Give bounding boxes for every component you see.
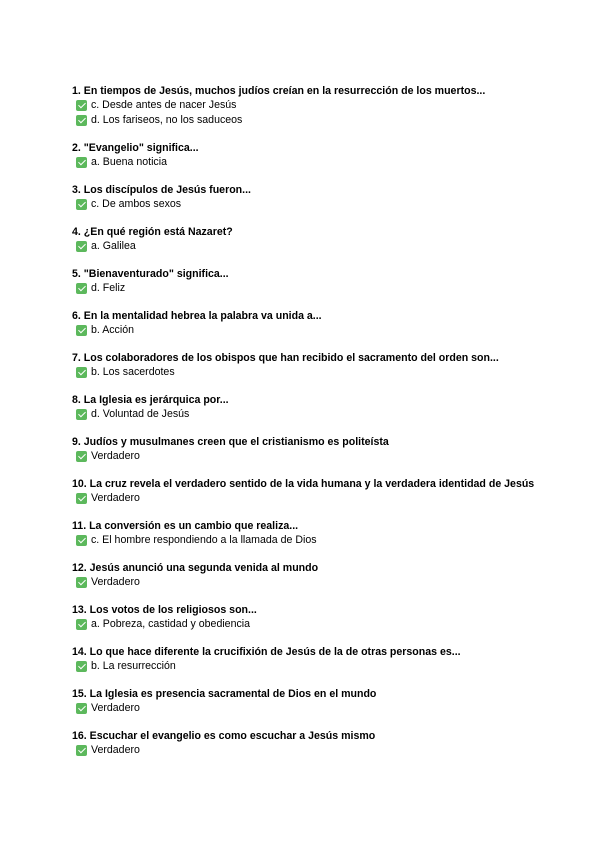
question-item — [72, 141, 540, 170]
question-item — [72, 519, 540, 548]
check-mark-icon — [76, 619, 87, 630]
answer-text: Verdadero — [91, 450, 140, 462]
answer-text: c. De ambos sexos — [91, 198, 182, 210]
check-mark-icon — [76, 100, 87, 111]
question-title: 10. La cruz revela el verdadero sentido de la vida humana y la verdadera identidad de Jesús — [72, 478, 535, 490]
answer-text: b. Los sacerdotes — [91, 366, 175, 378]
answer-text: c. El hombre respondiendo a la llamada de Dios — [91, 534, 317, 546]
check-mark-icon — [76, 577, 87, 588]
check-mark-icon — [76, 409, 87, 420]
question-item — [72, 351, 540, 380]
answer-row — [72, 155, 540, 170]
answer-row — [72, 365, 540, 380]
answer-text: d. Los fariseos, no los saduceos — [91, 114, 243, 126]
check-mark-icon — [76, 493, 87, 504]
check-mark-icon — [76, 325, 87, 336]
check-mark-icon — [76, 367, 87, 378]
question-item — [72, 84, 540, 128]
question-list — [72, 84, 540, 758]
answer-text: d. Voluntad de Jesús — [91, 408, 190, 420]
answer-text: Verdadero — [91, 744, 140, 756]
question-item — [72, 183, 540, 212]
answer-text: a. Pobreza, castidad y obediencia — [91, 618, 251, 630]
check-mark-icon — [76, 703, 87, 714]
answer-row — [72, 743, 540, 758]
answer-row — [72, 701, 540, 716]
question-item — [72, 477, 540, 506]
question-title: 5. "Bienaventurado" significa... — [72, 268, 229, 280]
question-item — [72, 393, 540, 422]
question-title: 1. En tiempos de Jesús, muchos judíos creían en la resurrección de los muertos... — [72, 85, 486, 97]
answer-text: Verdadero — [91, 702, 140, 714]
question-title: 3. Los discípulos de Jesús fueron... — [72, 184, 251, 196]
answer-row — [72, 197, 540, 212]
question-item — [72, 267, 540, 296]
answer-text: d. Feliz — [91, 282, 126, 294]
question-title: 16. Escuchar el evangelio es como escuchar a Jesús mismo — [72, 730, 376, 742]
question-item — [72, 645, 540, 674]
check-mark-icon — [76, 661, 87, 672]
answer-row — [72, 491, 540, 506]
answer-text: b. Acción — [91, 324, 134, 336]
question-item — [72, 729, 540, 758]
check-mark-icon — [76, 745, 87, 756]
check-mark-icon — [76, 115, 87, 126]
question-item — [72, 309, 540, 338]
answer-row — [72, 323, 540, 338]
answer-text: a. Buena noticia — [91, 156, 167, 168]
answer-row — [72, 407, 540, 422]
check-mark-icon — [76, 535, 87, 546]
answer-text: b. La resurrección — [91, 660, 176, 672]
answer-row — [72, 98, 540, 113]
answer-row — [72, 281, 540, 296]
answer-row — [72, 617, 540, 632]
question-item — [72, 435, 540, 464]
answer-row — [72, 659, 540, 674]
answer-text: Verdadero — [91, 576, 140, 588]
answer-text: c. Desde antes de nacer Jesús — [91, 99, 237, 111]
answer-row — [72, 113, 540, 128]
question-title: 6. En la mentalidad hebrea la palabra va unida a... — [72, 310, 322, 322]
question-title: 8. La Iglesia es jerárquica por... — [72, 394, 229, 406]
question-title: 13. Los votos de los religiosos son... — [72, 604, 257, 616]
question-item — [72, 561, 540, 590]
answer-row — [72, 533, 540, 548]
question-title: 11. La conversión es un cambio que realiza... — [72, 520, 299, 532]
check-mark-icon — [76, 451, 87, 462]
question-item — [72, 225, 540, 254]
answer-row — [72, 449, 540, 464]
question-title: 15. La Iglesia es presencia sacramental de Dios en el mundo — [72, 688, 377, 700]
question-item — [72, 603, 540, 632]
answer-row — [72, 575, 540, 590]
question-title: 12. Jesús anunció una segunda venida al mundo — [72, 562, 319, 574]
question-title: 2. "Evangelio" significa... — [72, 142, 199, 154]
check-mark-icon — [76, 283, 87, 294]
answer-row — [72, 239, 540, 254]
question-title: 14. Lo que hace diferente la crucifixión de Jesús de la de otras personas es... — [72, 646, 461, 658]
answer-text: Verdadero — [91, 492, 140, 504]
check-mark-icon — [76, 241, 87, 252]
question-title: 7. Los colaboradores de los obispos que han recibido el sacramento del orden son... — [72, 352, 499, 364]
answer-text: a. Galilea — [91, 240, 136, 252]
question-title: 9. Judíos y musulmanes creen que el cristianismo es politeísta — [72, 436, 389, 448]
question-title: 4. ¿En qué región está Nazaret? — [72, 226, 233, 238]
question-item — [72, 687, 540, 716]
check-mark-icon — [76, 157, 87, 168]
check-mark-icon — [76, 199, 87, 210]
